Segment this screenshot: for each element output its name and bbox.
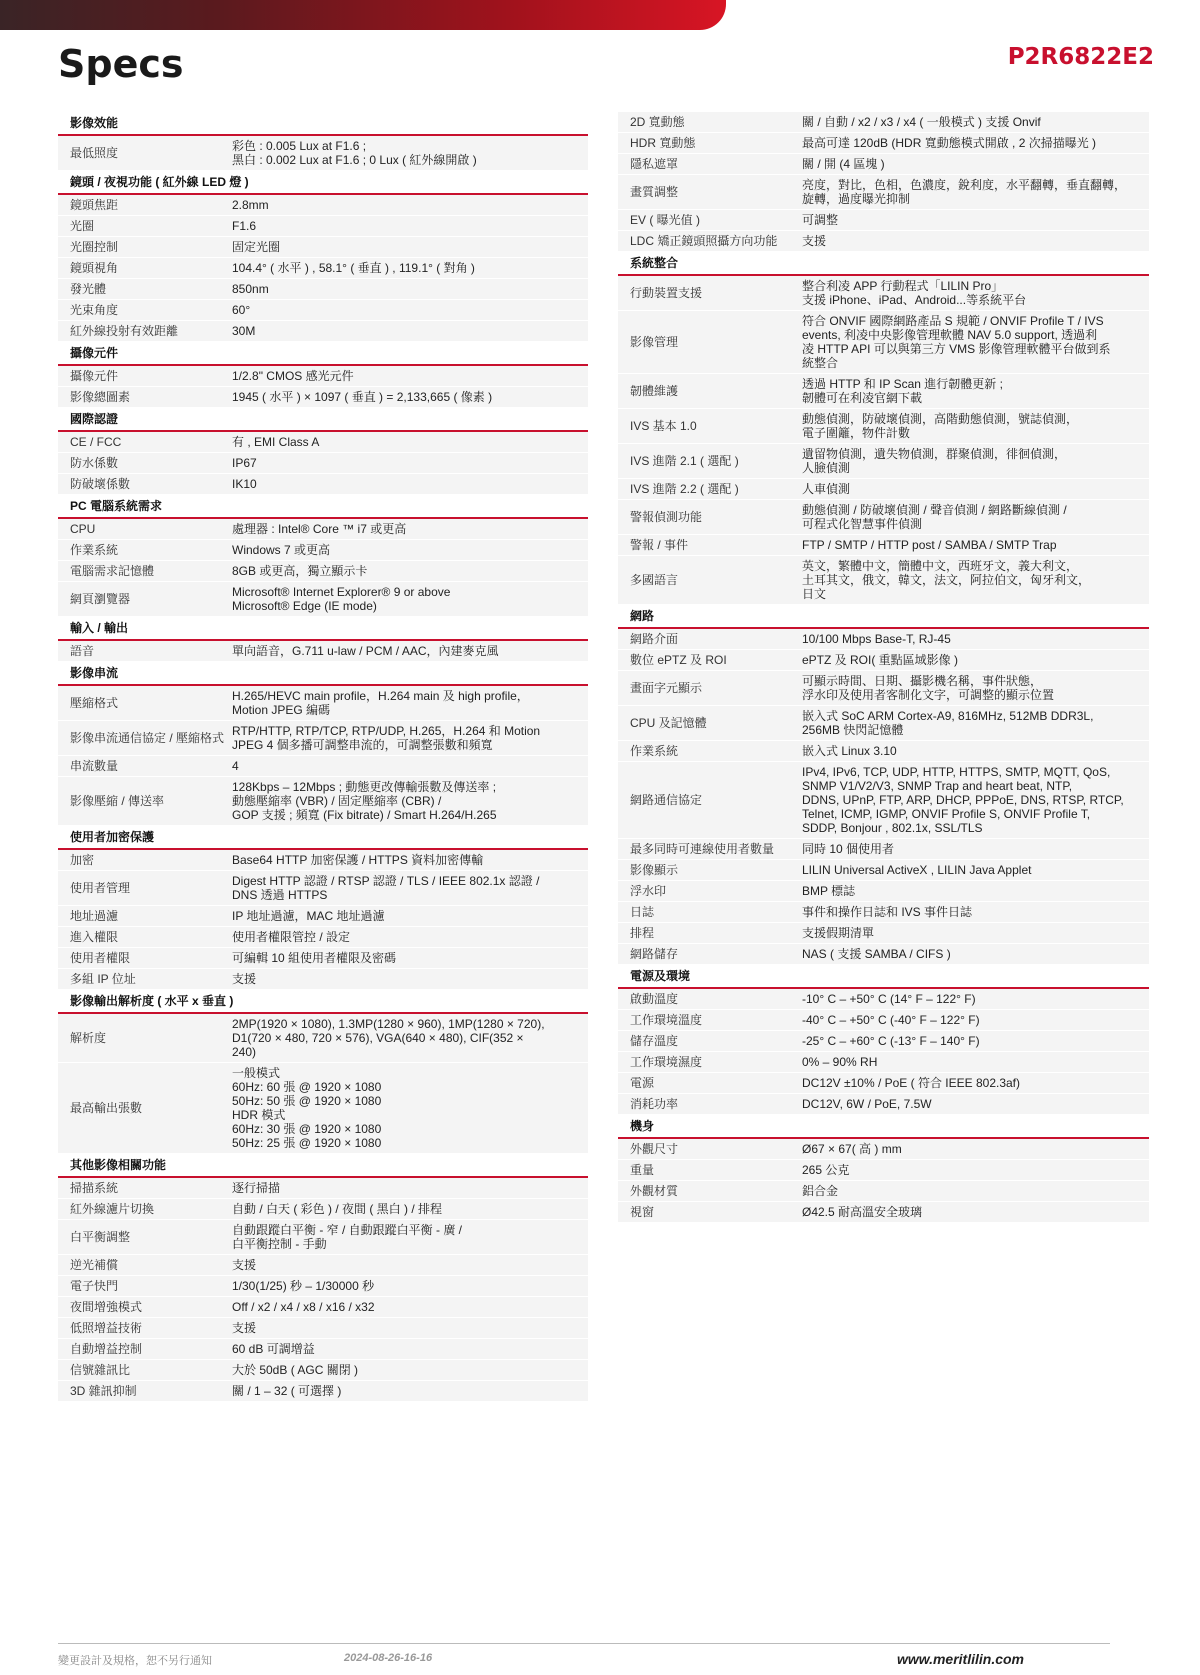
- spec-value: 可編輯 10 組使用者權限及密碼: [232, 951, 397, 965]
- spec-value: 支援: [232, 1258, 257, 1272]
- spec-value: F1.6: [232, 219, 257, 233]
- spec-label: 使用者權限: [70, 951, 131, 965]
- spec-value: 2.8mm: [232, 198, 269, 212]
- spec-value: Digest HTTP 認證 / RTSP 認證 / TLS / IEEE 802.1x 認證 / DNS 透過 HTTPS: [232, 874, 540, 902]
- spec-label: 網路通信協定: [630, 793, 703, 807]
- spec-value: IPv4, IPv6, TCP, UDP, HTTP, HTTPS, SMTP, MQTT, QoS, SNMP V1/V2/V3, SNMP Trap and heart beat, NTP, DDNS, UPnP, FTP, ARP, DHCP, PPPoE, DNS, RTSP, RTCP, Telnet, ICMP, IGMP, ONVIF Profile S, ONVIF Profile T, SDDP, Bonjour , 802.1x, SSL/TLS: [802, 765, 1124, 835]
- spec-value: ePTZ 及 ROI( 重點區域影像 ): [802, 653, 959, 667]
- spec-row: [618, 923, 1149, 944]
- spec-row: [618, 1202, 1149, 1223]
- spec-value: 嵌入式 SoC ARM Cortex-A9, 816MHz, 512MB DDR3L, 256MB 快閃記憶體: [802, 709, 1094, 737]
- spec-row: [618, 374, 1149, 409]
- spec-label: 數位 ePTZ 及 ROI: [630, 653, 727, 667]
- spec-value: IK10: [232, 477, 257, 491]
- spec-value: 30M: [232, 324, 256, 338]
- spec-row: [58, 195, 588, 216]
- section-title: 使用者加密保護: [58, 826, 588, 850]
- section-title: 影像效能: [58, 112, 588, 136]
- spec-row: [618, 1010, 1149, 1031]
- spec-label: 進入權限: [70, 930, 119, 944]
- spec-label: 電源: [630, 1076, 655, 1090]
- spec-value: 嵌入式 Linux 3.10: [802, 744, 897, 758]
- spec-label: 外觀材質: [630, 1184, 679, 1198]
- spec-row: [618, 860, 1149, 881]
- spec-value: 可顯示時間、日期、攝影機名稱，事件狀態， 浮水印及使用者客制化文字，可調整的顯示位置: [802, 674, 1055, 702]
- spec-row: [618, 1094, 1149, 1115]
- spec-label: 作業系統: [630, 744, 679, 758]
- spec-label: 鏡頭視角: [70, 261, 119, 275]
- spec-value: 自動 / 白天 ( 彩色 ) / 夜間 ( 黑白 ) / 排程: [232, 1202, 442, 1216]
- spec-value: 動態偵測 / 防破壞偵測 / 聲音偵測 / 網路斷線偵測 / 可程式化智慧事件偵測: [802, 503, 1067, 531]
- spec-value: 彩色 : 0.005 Lux at F1.6 ; 黑白 : 0.002 Lux at F1.6 ; 0 Lux ( 紅外線開啟 ): [232, 139, 477, 167]
- spec-row: [58, 321, 588, 342]
- spec-label: 光束角度: [70, 303, 119, 317]
- spec-row: [618, 154, 1149, 175]
- spec-row: [58, 136, 588, 171]
- section-title: 電源及環境: [618, 965, 1149, 989]
- spec-label: IVS 進階 2.2 ( 選配 ): [630, 482, 739, 496]
- spec-label: 網路介面: [630, 632, 679, 646]
- spec-label: 加密: [70, 853, 95, 867]
- spec-value: 英文，繁體中文，簡體中文，西班牙文，義大利文， 土耳其文，俄文，韓文，法文，阿拉伯文，匈牙利文， 日文: [802, 559, 1091, 601]
- spec-row: [618, 706, 1149, 741]
- page-title: Specs: [58, 42, 184, 86]
- spec-row: [58, 432, 588, 453]
- spec-value: 8GB 或更高，獨立顯示卡: [232, 564, 368, 578]
- spec-label: CPU: [70, 522, 96, 536]
- spec-label: 網路儲存: [630, 947, 679, 961]
- spec-value: Microsoft® Internet Explorer® 9 or above Microsoft® Edge (IE mode): [232, 585, 451, 613]
- spec-row: [58, 366, 588, 387]
- spec-value: 850nm: [232, 282, 269, 296]
- footer-date: 2024-08-26-16-16: [344, 1652, 433, 1664]
- spec-label: HDR 寬動態: [630, 136, 696, 150]
- spec-value: 事件和操作日誌和 IVS 事件日誌: [802, 905, 973, 919]
- spec-row: [58, 927, 588, 948]
- spec-label: 最多同時可連線使用者數量: [630, 842, 775, 856]
- spec-label: 工作環境濕度: [630, 1055, 703, 1069]
- spec-value: 關 / 開 (4 區塊 ): [802, 157, 885, 171]
- spec-row: [58, 258, 588, 279]
- spec-value: 4: [232, 759, 239, 773]
- spec-value: DC12V ±10% / PoE ( 符合 IEEE 802.3af): [802, 1076, 1021, 1090]
- spec-value: 104.4° ( 水平 ) , 58.1° ( 垂直 ) , 119.1° ( 對角 ): [232, 261, 475, 275]
- spec-row: [618, 839, 1149, 860]
- spec-row: [618, 175, 1149, 210]
- spec-value: 1/2.8" CMOS 感光元件: [232, 369, 354, 383]
- spec-row: [58, 387, 588, 408]
- spec-label: 浮水印: [630, 884, 667, 898]
- spec-label: EV ( 曝光值 ): [630, 213, 701, 227]
- spec-label: IVS 基本 1.0: [630, 419, 697, 433]
- spec-value: 支援假期清單: [802, 926, 875, 940]
- spec-row: [58, 1178, 588, 1199]
- spec-label: 2D 寬動態: [630, 115, 685, 129]
- spec-value: 符合 ONVIF 國際網路產品 S 規範 / ONVIF Profile T / IVS events, 利凌中央影像管理軟體 NAV 5.0 support, 透過利 凌 HTTP API 可以與第三方 VMS 影像管理軟體平台做到系 統整合: [802, 314, 1111, 370]
- spec-label: 夜間增強模式: [70, 1300, 143, 1314]
- footer-divider: [58, 1643, 1110, 1644]
- spec-label: 外觀尺寸: [630, 1142, 679, 1156]
- spec-value: 最高可達 120dB (HDR 寬動態模式開啟 , 2 次掃描曝光 ): [802, 136, 1097, 150]
- spec-value: -40° C – +50° C (-40° F – 122° F): [802, 1013, 980, 1027]
- spec-value: 同時 10 個使用者: [802, 842, 895, 856]
- spec-label: 視窗: [630, 1205, 655, 1219]
- spec-label: 使用者管理: [70, 881, 131, 895]
- spec-value: 遺留物偵測，遺失物偵測，群聚偵測，徘徊偵測， 人臉偵測: [802, 447, 1067, 475]
- spec-row: [618, 762, 1149, 839]
- spec-label: 紅外線投射有效距離: [70, 324, 179, 338]
- spec-label: 攝像元件: [70, 369, 119, 383]
- spec-row: [58, 1276, 588, 1297]
- spec-value: 支援: [232, 1321, 257, 1335]
- spec-row: [618, 671, 1149, 706]
- spec-value: 128Kbps – 12Mbps ; 動態更改傳輸張數及傳送率 ; 動態壓縮率 (VBR) / 固定壓縮率 (CBR) / GOP 支援 ; 頻寬 (Fix bitrate) / Smart H.264/H.265: [232, 780, 497, 822]
- spec-label: 防破壞係數: [70, 477, 131, 491]
- spec-value: LILIN Universal ActiveX , LILIN Java Applet: [802, 863, 1032, 877]
- spec-label: 影像管理: [630, 335, 679, 349]
- spec-value: BMP 標誌: [802, 884, 856, 898]
- section-title: 系統整合: [618, 252, 1149, 276]
- spec-label: 信號雜訊比: [70, 1363, 131, 1377]
- spec-label: 解析度: [70, 1031, 107, 1045]
- spec-row: [58, 1381, 588, 1402]
- spec-label: 光圈: [70, 219, 95, 233]
- model-number: P2R6822E2: [1007, 44, 1154, 70]
- spec-label: 掃描系統: [70, 1181, 119, 1195]
- spec-value: 大於 50dB ( AGC 關閉 ): [232, 1363, 359, 1377]
- spec-label: 影像顯示: [630, 863, 679, 877]
- spec-label: 警報偵測功能: [630, 510, 703, 524]
- spec-row: [58, 721, 588, 756]
- spec-value: 0% – 90% RH: [802, 1055, 878, 1069]
- spec-label: 串流數量: [70, 759, 119, 773]
- spec-row: [618, 1181, 1149, 1202]
- spec-label: 畫質調整: [630, 185, 679, 199]
- spec-value: 處理器 : Intel® Core ™ i7 或更高: [232, 522, 407, 536]
- spec-label: 畫面字元顯示: [630, 681, 703, 695]
- section-title: 輸入 / 輸出: [58, 617, 588, 641]
- spec-label: CE / FCC: [70, 435, 122, 449]
- spec-label: 多國語言: [630, 573, 679, 587]
- spec-label: 光圈控制: [70, 240, 119, 254]
- spec-row: [58, 1014, 588, 1063]
- spec-row: [58, 871, 588, 906]
- spec-value: 逐行掃描: [232, 1181, 281, 1195]
- spec-label: 低照增益技術: [70, 1321, 143, 1335]
- spec-row: [58, 948, 588, 969]
- spec-row: [58, 300, 588, 321]
- spec-row: [58, 1318, 588, 1339]
- section-title: 網路: [618, 605, 1149, 629]
- spec-row: [618, 1073, 1149, 1094]
- spec-row: [618, 535, 1149, 556]
- spec-label: IVS 進階 2.1 ( 選配 ): [630, 454, 739, 468]
- spec-label: 語音: [70, 644, 95, 658]
- spec-value: 鋁合金: [802, 1184, 839, 1198]
- spec-label: 影像總圖素: [70, 390, 131, 404]
- spec-label: 發光體: [70, 282, 107, 296]
- spec-row: [58, 279, 588, 300]
- spec-label: 重量: [630, 1163, 655, 1177]
- spec-value: 1945 ( 水平 ) × 1097 ( 垂直 ) = 2,133,665 ( 像素 ): [232, 390, 493, 404]
- spec-value: Off / x2 / x4 / x8 / x16 / x32: [232, 1300, 375, 1314]
- section-title: 鏡頭 / 夜視功能 ( 紅外線 LED 燈 ): [58, 171, 588, 195]
- spec-label: 排程: [630, 926, 655, 940]
- spec-label: 逆光補償: [70, 1258, 119, 1272]
- spec-label: 壓縮格式: [70, 696, 119, 710]
- spec-label: 防水係數: [70, 456, 119, 470]
- spec-row: [618, 881, 1149, 902]
- spec-row: [58, 216, 588, 237]
- spec-row: [58, 540, 588, 561]
- spec-value: 單向語音，G.711 u-law / PCM / AAC，內建麥克風: [232, 644, 499, 658]
- spec-value: 支援: [802, 234, 827, 248]
- spec-row: [58, 1297, 588, 1318]
- spec-value: FTP / SMTP / HTTP post / SAMBA / SMTP Trap: [802, 538, 1057, 552]
- spec-row: [618, 311, 1149, 374]
- spec-row: [618, 989, 1149, 1010]
- specs-column-right: [618, 112, 1149, 1223]
- spec-row: [58, 1339, 588, 1360]
- section-title: PC 電腦系統需求: [58, 495, 588, 519]
- spec-value: 使用者權限管控 / 設定: [232, 930, 351, 944]
- spec-label: CPU 及記憶體: [630, 716, 707, 730]
- spec-value: 可調整: [802, 213, 839, 227]
- spec-value: 動態偵測，防破壞偵測，高階動態偵測，號誌偵測， 電子圍籬，物件計數: [802, 412, 1079, 440]
- specs-column-left: [58, 112, 588, 1402]
- spec-label: 消耗功率: [630, 1097, 679, 1111]
- spec-value: -10° C – +50° C (14° F – 122° F): [802, 992, 976, 1006]
- spec-value: 有 , EMI Class A: [232, 435, 320, 449]
- spec-value: NAS ( 支援 SAMBA / CIFS ): [802, 947, 951, 961]
- spec-label: 最高輸出張數: [70, 1101, 143, 1115]
- spec-label: 隱私遮罩: [630, 157, 679, 171]
- spec-label: 日誌: [630, 905, 655, 919]
- spec-row: [58, 641, 588, 662]
- spec-value: 固定光圈: [232, 240, 281, 254]
- spec-value: 關 / 自動 / x2 / x3 / x4 ( 一般模式 ) 支援 Onvif: [802, 115, 1041, 129]
- spec-value: IP67: [232, 456, 257, 470]
- spec-row: [618, 629, 1149, 650]
- spec-row: [618, 650, 1149, 671]
- spec-row: [58, 519, 588, 540]
- spec-row: [618, 1052, 1149, 1073]
- spec-value: 10/100 Mbps Base-T, RJ-45: [802, 632, 951, 646]
- spec-row: [618, 1139, 1149, 1160]
- spec-row: [58, 1255, 588, 1276]
- spec-row: [618, 444, 1149, 479]
- spec-row: [618, 944, 1149, 965]
- spec-label: 韌體維護: [630, 384, 679, 398]
- spec-value: H.265/HEVC main profile，H.264 main 及 high profile， Motion JPEG 編碼: [232, 689, 529, 717]
- spec-value: Ø67 × 67( 高 ) mm: [802, 1142, 902, 1156]
- spec-row: [58, 1199, 588, 1220]
- spec-value: 透過 HTTP 和 IP Scan 進行韌體更新 ; 韌體可在利凌官網下載: [802, 377, 1003, 405]
- spec-value: 60°: [232, 303, 251, 317]
- spec-row: [618, 112, 1149, 133]
- header-decoration-bar: [0, 0, 726, 30]
- spec-row: [58, 561, 588, 582]
- spec-row: [618, 231, 1149, 252]
- spec-value: 1/30(1/25) 秒 – 1/30000 秒: [232, 1279, 375, 1293]
- spec-label: 白平衡調整: [70, 1230, 131, 1244]
- spec-label: 儲存溫度: [630, 1034, 679, 1048]
- spec-row: [58, 777, 588, 826]
- spec-label: 電腦需求記憶體: [70, 564, 155, 578]
- spec-row: [618, 409, 1149, 444]
- spec-label: 鏡頭焦距: [70, 198, 119, 212]
- spec-label: 地址過濾: [70, 909, 119, 923]
- spec-value: RTP/HTTP, RTP/TCP, RTP/UDP, H.265，H.264 和 Motion JPEG 4 個多播可調整串流的，可調整張數和頻寬: [232, 724, 541, 752]
- footer-notice: 變更設計及規格，恕不另行通知: [58, 1655, 212, 1667]
- spec-label: 影像壓縮 / 傳送率: [70, 794, 165, 808]
- spec-value: Ø42.5 耐高溫安全玻璃: [802, 1205, 923, 1219]
- spec-label: 工作環境溫度: [630, 1013, 703, 1027]
- spec-label: 作業系統: [70, 543, 119, 557]
- spec-value: Base64 HTTP 加密保護 / HTTPS 資料加密傳輸: [232, 853, 484, 867]
- spec-row: [58, 756, 588, 777]
- spec-value: 2MP(1920 × 1080), 1.3MP(1280 × 960), 1MP(1280 × 720), D1(720 × 480, 720 × 576), VGA(640 × 480), CIF(352 × 240): [232, 1017, 545, 1059]
- spec-value: 一般模式 60Hz: 60 張 @ 1920 × 1080 50Hz: 50 張 @ 1920 × 1080 HDR 模式 60Hz: 30 張 @ 1920 × 1080 50Hz: 25 張 @ 1920 × 1080: [232, 1066, 382, 1150]
- section-title: 攝像元件: [58, 342, 588, 366]
- spec-row: [58, 474, 588, 495]
- spec-label: 自動增益控制: [70, 1342, 143, 1356]
- spec-value: 亮度，對比，色相，色濃度，銳利度，水平翻轉，垂直翻轉， 旋轉，過度曝光抑制: [802, 178, 1127, 206]
- spec-label: 3D 雜訊抑制: [70, 1384, 137, 1398]
- spec-row: [618, 556, 1149, 605]
- spec-row: [58, 1063, 588, 1154]
- spec-row: [618, 741, 1149, 762]
- spec-value: -25° C – +60° C (-13° F – 140° F): [802, 1034, 980, 1048]
- spec-label: 行動裝置支援: [630, 286, 703, 300]
- spec-row: [618, 210, 1149, 231]
- spec-label: 多組 IP 位址: [70, 972, 136, 986]
- spec-row: [58, 969, 588, 990]
- spec-value: 60 dB 可調增益: [232, 1342, 315, 1356]
- spec-value: DC12V, 6W / PoE, 7.5W: [802, 1097, 932, 1111]
- spec-row: [58, 906, 588, 927]
- spec-value: 整合利凌 APP 行動程式「LILIN Pro」 支援 iPhone、iPad、Android...等系統平台: [802, 279, 1027, 307]
- spec-value: 支援: [232, 972, 257, 986]
- footer-website-link[interactable]: www.meritlilin.com: [896, 1651, 1024, 1667]
- spec-row: [618, 1031, 1149, 1052]
- spec-row: [618, 500, 1149, 535]
- spec-value: 人車偵測: [802, 482, 851, 496]
- spec-row: [58, 453, 588, 474]
- spec-row: [58, 1220, 588, 1255]
- section-title: 其他影像相關功能: [58, 1154, 588, 1178]
- spec-label: 警報 / 事件: [630, 538, 689, 552]
- spec-row: [618, 133, 1149, 154]
- section-title: 國際認證: [58, 408, 588, 432]
- spec-row: [618, 276, 1149, 311]
- spec-row: [618, 1160, 1149, 1181]
- spec-value: Windows 7 或更高: [232, 543, 331, 557]
- spec-label: 電子快門: [70, 1279, 119, 1293]
- spec-row: [58, 1360, 588, 1381]
- section-title: 影像輸出解析度 ( 水平 x 垂直 ): [58, 990, 588, 1014]
- spec-value: 265 公克: [802, 1163, 850, 1177]
- spec-value: 自動跟蹤白平衡 - 窄 / 自動跟蹤白平衡 - 廣 / 白平衡控制 - 手動: [232, 1223, 462, 1251]
- spec-row: [58, 237, 588, 258]
- spec-value: IP 地址過濾，MAC 地址過濾: [232, 909, 385, 923]
- spec-label: 最低照度: [70, 146, 119, 160]
- spec-row: [58, 686, 588, 721]
- spec-row: [618, 902, 1149, 923]
- spec-label: LDC 矯正鏡頭照攝方向功能: [630, 234, 778, 248]
- spec-row: [58, 850, 588, 871]
- spec-row: [58, 582, 588, 617]
- spec-label: 啟動溫度: [630, 992, 679, 1006]
- spec-label: 影像串流通信協定 / 壓縮格式: [70, 731, 225, 745]
- spec-label: 紅外線濾片切換: [70, 1202, 155, 1216]
- section-title: 影像串流: [58, 662, 588, 686]
- section-title: 機身: [618, 1115, 1149, 1139]
- spec-value: 關 / 1 – 32 ( 可選擇 ): [232, 1384, 342, 1398]
- spec-row: [618, 479, 1149, 500]
- spec-label: 網頁瀏覽器: [70, 592, 131, 606]
